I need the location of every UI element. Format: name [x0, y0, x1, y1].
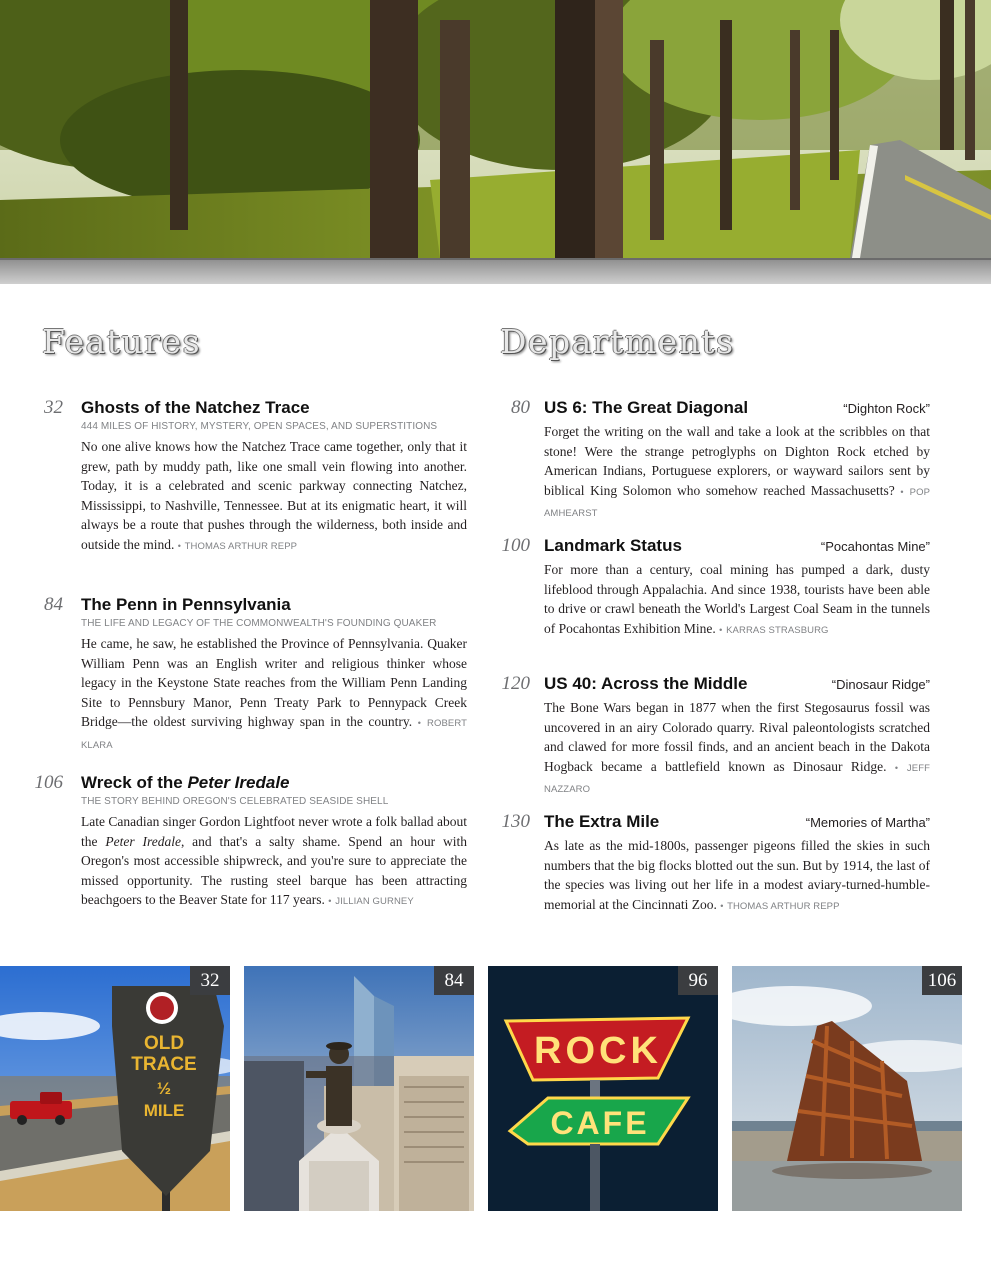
feature-author: JILLIAN GURNEY: [335, 896, 414, 908]
neon-text-bottom: CAFE: [550, 1105, 650, 1141]
feature-entry[interactable]: [34, 772, 468, 912]
features-heading: Features: [42, 322, 202, 361]
feature-kicker: THE STORY BEHIND OREGON'S CELEBRATED SEASIDE SHELL: [81, 796, 389, 807]
department-subtitle: “Memories of Martha”: [805, 815, 930, 830]
neon-text-top: ROCK: [534, 1030, 662, 1072]
department-entry[interactable]: [501, 535, 930, 640]
department-body: As late as the mid-1800s, passenger pigeons filled the skies in such numbers that the big flocks blotted out the sun. But by 1914, the last of the species was living out her life in a modest aviary-turned-humble-memorial at the Cincinnati Zoo. • THOMAS ARTHUR REPP: [544, 838, 930, 912]
department-entry[interactable]: [511, 397, 931, 524]
page-number: 84: [44, 594, 63, 615]
department-title[interactable]: US 40: Across the Middle: [544, 674, 748, 693]
department-title[interactable]: US 6: The Great Diagonal: [544, 398, 749, 417]
feature-kicker: THE LIFE AND LEGACY OF THE COMMONWEALTH'S FOUNDING QUAKER: [81, 618, 437, 629]
feature-body: He came, he saw, he established the Province of Pennsylvania. Quaker William Penn was an English writer and religious thinker whose legacy in the Keystone State reaches from the William Penn Landing Site to Pennsbury Manor, Penn Treaty Park to Pennypack Creek Bridge—the oldest surviving highway span in the country. • ROBERT KLARA: [81, 636, 468, 751]
feature-body: No one alive knows how the Natchez Trace came together, only that it grew, path by muddy path, like one small vein flowing into another. Today, it is a celebrated and scenic parkway connecting Natchez, Mississippi, to Nashville, Tennessee. But at its enigmatic heart, it will always be a route that pushes through the wilderness, both inside and outside the mind. • THOMAS ARTHUR REPP: [81, 439, 467, 552]
sign-line: ½: [156, 1079, 172, 1098]
feature-kicker: 444 MILES OF HISTORY, MYSTERY, OPEN SPACES, AND SUPERSTITIONS: [81, 421, 438, 432]
feature-entry[interactable]: [44, 397, 467, 557]
department-author: JEFF NAZZARO: [544, 762, 931, 796]
page-number: 106: [34, 772, 63, 793]
page-number: 100: [501, 535, 530, 556]
page-badge: 84: [434, 966, 474, 995]
department-subtitle: “Dighton Rock”: [843, 401, 930, 416]
hero-photo: [0, 0, 991, 284]
feature-entry[interactable]: [44, 594, 468, 756]
department-subtitle: “Pocahontas Mine”: [820, 539, 930, 554]
sign-line: OLD: [143, 1033, 185, 1054]
sign-line: TRACE: [131, 1054, 197, 1075]
department-body: Forget the writing on the wall and take a look at the scribbles on that stone! Were the strange petroglyphs on Dighton Rock etched by American Indians, Portuguese explorers, or wayward sailors sent by biblical King Solomon who somehow reached Massachusetts? • POP AMHEARST: [544, 424, 931, 520]
thumbnail-old-trace[interactable]: [0, 966, 230, 1211]
page-number: 130: [501, 811, 530, 832]
thumbnail-penn-statue[interactable]: [244, 966, 474, 1211]
department-title[interactable]: Landmark Status: [544, 536, 682, 555]
department-author: POP AMHEARST: [544, 486, 931, 520]
thumbnail-rock-cafe[interactable]: [488, 966, 718, 1211]
page-badge: 96: [678, 966, 718, 995]
department-entry[interactable]: [501, 811, 930, 916]
feature-body: Late Canadian singer Gordon Lightfoot never wrote a folk ballad about the Peter Iredale, and that's a salty shame. Spend an hour with Oregon's most accessible shipwreck, and you're sure to appreciate the missed opportunity. The rusting steel barque has been attracting beachgoers to the Beaver State for 117 years. • JILLIAN GURNEY: [81, 814, 468, 908]
department-body: The Bone Wars began in 1877 when the first Stegosaurus fossil was uncovered in an airy Colorado quarry. Rival paleontologists scratched and clawed for more fossil finds, and an ancient beach in the Dakota Hogback became a battlefield known as Dinosaur Ridge. • JEFF NAZZARO: [544, 700, 931, 796]
department-title[interactable]: The Extra Mile: [544, 812, 660, 831]
department-body: For more than a century, coal mining has pumped a dark, dusty lifeblood through Appalachia. And since 1938, tourists have been able to drive or crawl beneath the World's Largest Coal Seam in the tunnels of Pocahontas Exhibition Mine. • KARRAS STRASBURG: [544, 562, 930, 636]
feature-author: ROBERT KLARA: [81, 718, 468, 751]
department-entry[interactable]: [501, 673, 931, 800]
page-number: 80: [511, 397, 530, 418]
sign-line: MILE: [143, 1101, 185, 1120]
page-number: 32: [44, 397, 63, 418]
page-number: 120: [501, 673, 530, 694]
department-subtitle: “Dinosaur Ridge”: [831, 677, 930, 692]
thumbnail-shipwreck[interactable]: [732, 966, 962, 1211]
feature-title[interactable]: Ghosts of the Natchez Trace: [81, 398, 310, 417]
departments-heading: Departments: [500, 322, 735, 361]
department-author: THOMAS ARTHUR REPP: [727, 900, 840, 912]
feature-title[interactable]: Wreck of the Peter Iredale: [81, 773, 290, 792]
page-badge: 32: [190, 966, 230, 995]
department-author: KARRAS STRASBURG: [726, 624, 829, 636]
page-badge: 106: [922, 966, 962, 995]
feature-title[interactable]: The Penn in Pennsylvania: [81, 595, 291, 614]
feature-author: THOMAS ARTHUR REPP: [184, 540, 298, 552]
